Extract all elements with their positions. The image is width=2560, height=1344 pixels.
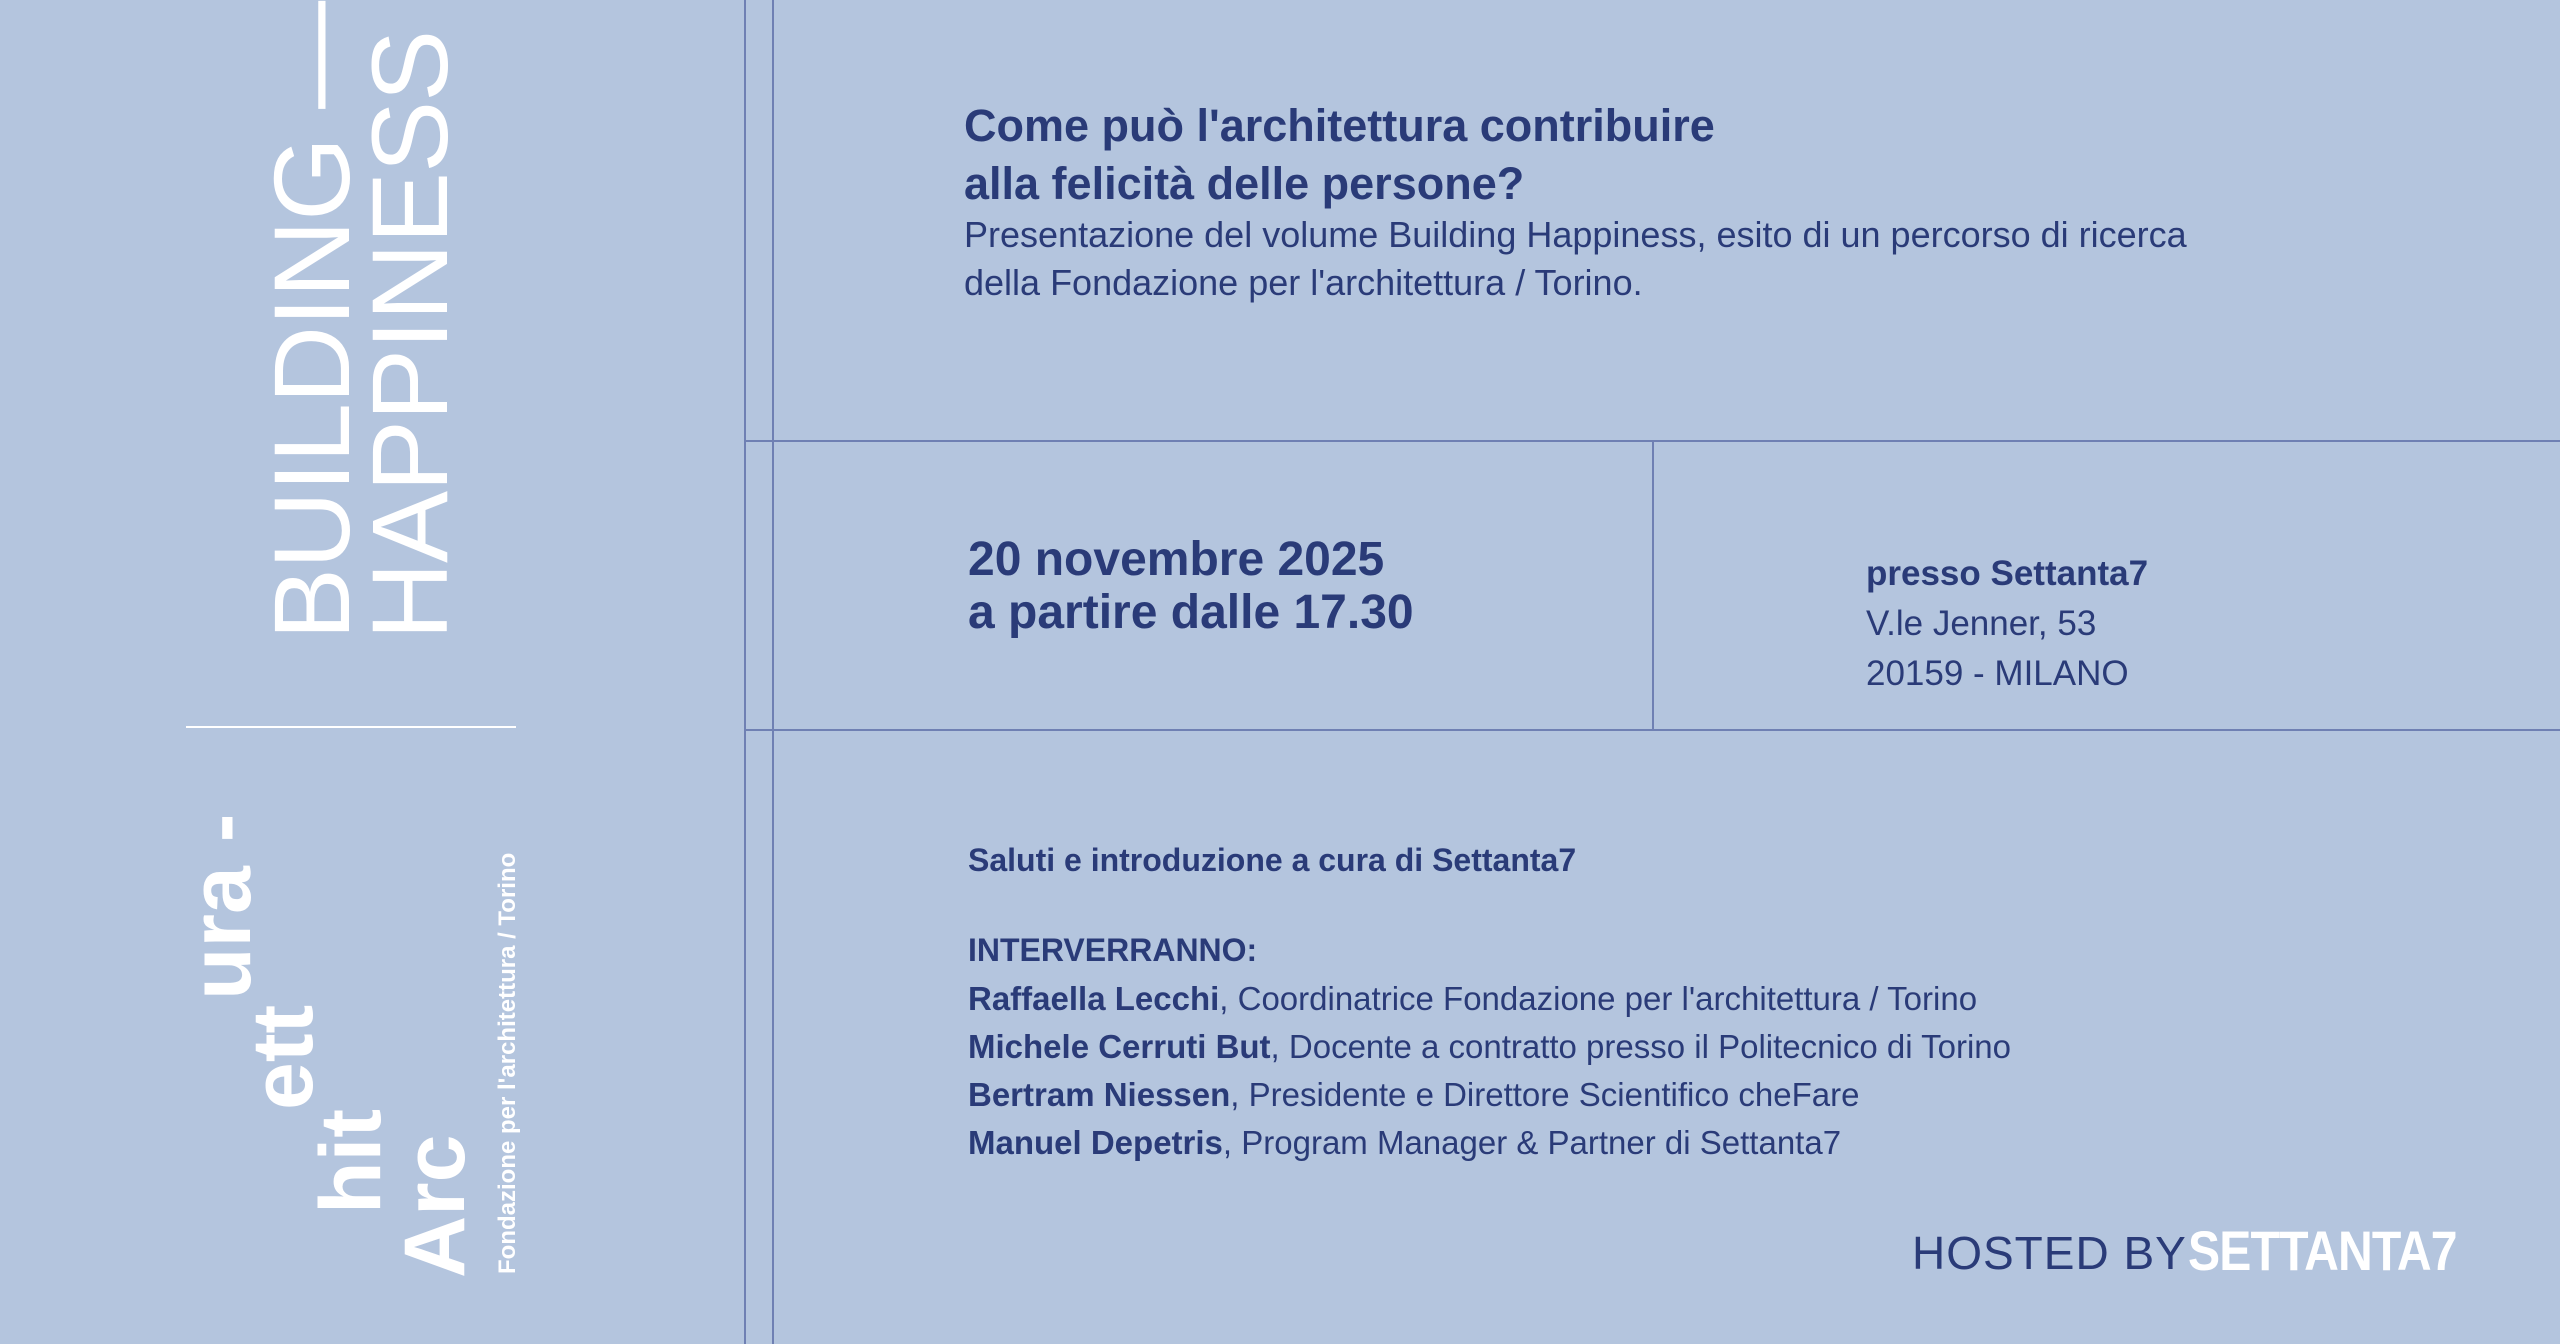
intro-question-line1: Come può l'architettura contribuire xyxy=(964,100,1715,151)
left-divider xyxy=(186,726,516,728)
speakers-heading: INTERVERRANNO: xyxy=(968,932,1258,968)
right-vertical-rule xyxy=(772,0,774,1344)
event-time: a partire dalle 17.30 xyxy=(968,586,1414,639)
left-vertical-rule xyxy=(744,0,746,1344)
logo-part-arc: Arc xyxy=(387,1134,483,1278)
speaker-role: , Docente a contratto presso il Politecnico di Torino xyxy=(1270,1028,2012,1065)
speaker-role: , Program Manager & Partner di Settanta7 xyxy=(1222,1124,1842,1161)
speaker-row xyxy=(968,980,1977,1018)
foundation-name: Fondazione per l'architettura / Torino xyxy=(494,852,521,1274)
logo-part-ura: ura - xyxy=(173,813,269,1000)
title-happiness: HAPPINESS xyxy=(349,30,470,640)
venue-address-line2: 20159 - MILANO xyxy=(1866,654,2129,693)
title-building: BUILDING — xyxy=(251,1,372,640)
hosted-by-label: HOSTED BY xyxy=(1912,1227,2187,1279)
logo-part-ett: ett xyxy=(235,1004,331,1110)
venue-name: presso Settanta7 xyxy=(1866,554,2149,593)
speaker-role: , Coordinatrice Fondazione per l'architettura / Torino xyxy=(1219,980,1978,1017)
intro-description-line2: della Fondazione per l'architettura / Torino. xyxy=(964,262,1643,303)
speaker-row xyxy=(968,1124,1841,1162)
speaker-row xyxy=(968,1028,2011,1066)
speaker-role: , Presidente e Direttore Scientifico cheFare xyxy=(1230,1076,1860,1113)
logo-part-hit: hit xyxy=(303,1108,399,1214)
speaker-name: Manuel Depetris xyxy=(968,1124,1223,1161)
speaker-name: Bertram Niessen xyxy=(968,1076,1231,1113)
speaker-row xyxy=(968,1076,1859,1114)
speaker-name: Michele Cerruti But xyxy=(968,1028,1271,1065)
speaker-name: Raffaella Lecchi xyxy=(968,980,1220,1017)
settanta7-logo: SETTANTA7 xyxy=(2188,1219,2457,1282)
greeting-text: Saluti e introduzione a cura di Settanta7 xyxy=(968,842,1577,878)
middle-vertical-rule xyxy=(1652,441,1654,730)
event-date: 20 novembre 2025 xyxy=(968,533,1385,586)
venue-address-line1: V.le Jenner, 53 xyxy=(1866,604,2097,643)
intro-description-line1: Presentazione del volume Building Happiness, esito di un percorso di ricerca xyxy=(964,214,2187,255)
intro-question-line2: alla felicità delle persone? xyxy=(964,158,1525,209)
